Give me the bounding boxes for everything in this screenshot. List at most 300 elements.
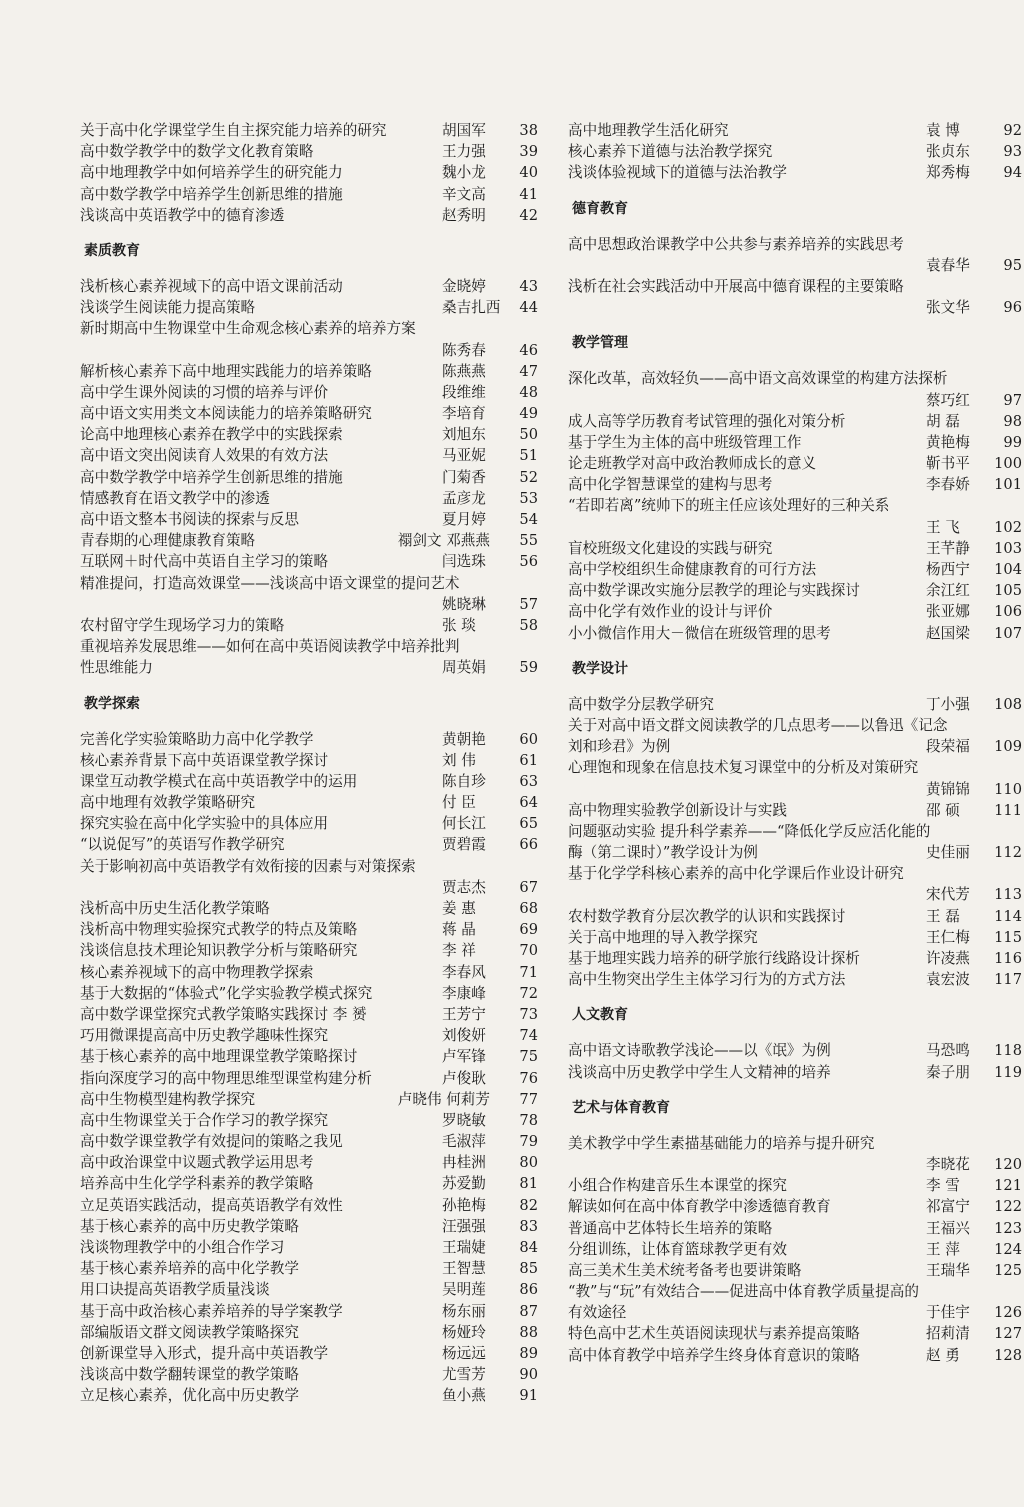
toc-entry-row	[80, 1364, 538, 1385]
toc-entry-row	[568, 601, 1022, 622]
entry-author: 刘 伟	[442, 751, 476, 769]
toc-entry-row	[568, 1218, 1022, 1239]
toc-entry-row	[80, 1216, 538, 1237]
entry-author: 马亚妮	[442, 447, 486, 465]
entry-title: 立足核心素养，优化高中历史教学	[80, 1387, 299, 1405]
toc-entry	[80, 898, 538, 919]
toc-entry	[80, 276, 538, 297]
toc-entry-row	[568, 1196, 1022, 1217]
entry-title: 基于学生为主体的高中班级管理工作	[568, 433, 802, 451]
entry-title: “以说促写”的英语写作教学研究	[80, 836, 285, 854]
toc-entry	[568, 800, 1022, 821]
toc-entry-row	[80, 445, 538, 466]
toc-entry-row	[80, 834, 538, 855]
entry-title: 美术教学中学生素描基础能力的培养与提升研究	[568, 1134, 875, 1152]
toc-entry-row	[80, 141, 538, 162]
toc-entry	[80, 424, 538, 445]
entry-page-number: 47	[519, 362, 538, 380]
entry-author: 赵 勇	[926, 1346, 960, 1364]
toc-entry	[80, 1258, 538, 1279]
entry-author: 秦子朋	[926, 1063, 970, 1081]
entry-page-number: 65	[519, 815, 538, 833]
toc-entry	[568, 1218, 1022, 1239]
entry-author: 黄艳梅	[926, 433, 970, 451]
toc-entry	[80, 1152, 538, 1173]
toc-entry	[568, 948, 1022, 969]
entry-page-number: 69	[519, 921, 538, 939]
entry-page-number: 58	[519, 616, 538, 634]
toc-entry-row	[80, 1089, 538, 1110]
entry-page-number: 53	[519, 489, 538, 507]
entry-author: 卢晓伟 何莉芳	[397, 1090, 490, 1108]
entry-page-number: 55	[519, 532, 538, 550]
toc-entry	[80, 1343, 538, 1364]
toc-entry	[80, 382, 538, 403]
toc-entry	[80, 1385, 538, 1406]
entry-title: 高三美术生美术统考备考也要讲策略	[568, 1261, 802, 1279]
entry-author: 李 雪	[926, 1177, 960, 1195]
toc-entry-row	[80, 1385, 538, 1406]
toc-left-column	[80, 120, 538, 1407]
entry-title: 完善化学实验策略助力高中化学教学	[80, 730, 314, 748]
entry-title: 立足英语实践活动，提高英语教学有效性	[80, 1196, 343, 1214]
toc-entry-row	[80, 382, 538, 403]
entry-author: 陈燕燕	[442, 362, 486, 380]
entry-page-number: 121	[994, 1177, 1022, 1195]
entry-author: 辛文高	[442, 185, 486, 203]
toc-entry	[80, 467, 538, 488]
entry-title: 浅谈高中历史教学中学生人文精神的培养	[568, 1063, 831, 1081]
entry-author: 周英娟	[442, 659, 486, 677]
entry-page-number: 102	[994, 518, 1022, 536]
entry-page-number: 95	[1003, 256, 1022, 274]
entry-author: 郑秀梅	[926, 164, 970, 182]
toc-entry	[568, 715, 1022, 757]
entry-title: 关于高中地理的导入教学探究	[568, 928, 758, 946]
entry-page-number: 123	[994, 1219, 1022, 1237]
entry-title: 高中语文整本书阅读的探索与反思	[80, 511, 299, 528]
entry-title: 高中生物突出学生主体学习行为的方式方法	[568, 971, 846, 989]
entry-title: 成人高等学历教育考试管理的强化对策分析	[568, 412, 846, 430]
entry-title: 农村留守学生现场学习力的策略	[80, 616, 285, 634]
toc-entry-row	[80, 340, 538, 361]
entry-author: 汪强强	[442, 1217, 486, 1235]
entry-author: 杨远远	[442, 1344, 486, 1362]
toc-entry	[568, 1260, 1022, 1281]
toc-entry	[568, 1133, 1022, 1175]
entry-author: 靳书平	[926, 455, 970, 473]
toc-entry-row	[80, 877, 538, 898]
entry-title: 浅谈高中英语教学中的德育渗透	[80, 206, 285, 224]
entry-author: 王仁梅	[926, 928, 970, 946]
entry-page-number: 104	[994, 561, 1022, 578]
entry-author: 门菊香	[442, 468, 486, 486]
entry-page-number: 70	[519, 942, 538, 960]
entry-author: 王力强	[442, 143, 486, 161]
toc-entry	[80, 205, 538, 226]
entry-author: 胡 磊	[926, 412, 960, 430]
toc-entry-row	[568, 757, 1022, 778]
toc-entry-row	[80, 729, 538, 750]
toc-entry	[568, 234, 1022, 276]
entry-author: 毛淑萍	[442, 1133, 486, 1151]
entry-page-number: 42	[519, 206, 538, 224]
toc-entry	[80, 551, 538, 572]
entry-page-number: 51	[519, 447, 538, 465]
toc-entry-row	[80, 792, 538, 813]
entry-page-number: 48	[519, 383, 538, 401]
toc-entry-row	[80, 856, 538, 877]
entry-title: 创新课堂导入形式，提升高中英语教学	[80, 1344, 329, 1362]
toc-entry-row	[568, 779, 1022, 800]
entry-author: 张 琰	[442, 616, 476, 634]
toc-entry	[80, 834, 538, 855]
entry-author: 张贞东	[926, 143, 970, 161]
entry-title: 高中数学课堂探究式教学策略实践探讨 李 赟	[80, 1005, 367, 1023]
toc-entry-row	[80, 750, 538, 771]
toc-entry-row	[80, 162, 538, 183]
toc-entry-row	[80, 120, 538, 141]
entry-author: 姚晓琳	[442, 595, 486, 613]
toc-entry	[80, 361, 538, 382]
entry-author: 余江红	[926, 582, 970, 600]
toc-entry	[568, 1040, 1022, 1061]
toc-entry-row	[568, 1345, 1022, 1366]
toc-entry-row	[80, 1110, 538, 1131]
toc-entry-row	[80, 1131, 538, 1152]
entry-page-number: 59	[519, 659, 538, 677]
toc-entry	[568, 453, 1022, 474]
entry-title: 高中学生课外阅读的习惯的培养与评价	[80, 383, 329, 401]
toc-entry-row	[568, 906, 1022, 927]
entry-author: 尤雪芳	[442, 1366, 486, 1384]
toc-entry	[80, 919, 538, 940]
toc-entry	[80, 1131, 538, 1152]
entry-title: 高中化学有效作业的设计与评价	[568, 603, 773, 621]
entry-title: 浅析高中物理实验探究式教学的特点及策略	[80, 921, 358, 939]
entry-title: 高中体育教学中培养学生终身体育意识的策略	[568, 1346, 860, 1364]
entry-title: 高中数学分层教学研究	[568, 695, 714, 713]
entry-title: 高中思想政治课教学中公共参与素养培养的实践思考	[568, 235, 904, 253]
entry-title: 高中物理实验教学创新设计与实践	[568, 801, 787, 819]
toc-entry-row	[80, 488, 538, 509]
entry-author: 王智慧	[442, 1260, 486, 1278]
entry-page-number: 54	[519, 511, 538, 528]
toc-entry	[80, 162, 538, 183]
toc-entry-row	[568, 1323, 1022, 1344]
entry-author: 罗晓敏	[442, 1111, 486, 1129]
toc-entry-row	[568, 411, 1022, 432]
entry-page-number: 87	[519, 1302, 538, 1320]
entry-author: 王福兴	[926, 1219, 970, 1237]
entry-title: 探究实验在高中化学实验中的具体应用	[80, 815, 329, 833]
entry-page-number: 91	[519, 1387, 538, 1405]
entry-author: 袁宏波	[926, 971, 970, 989]
entry-title: 高中数学教学中培养学生创新思维的措施	[80, 468, 343, 486]
entry-author: 刘俊妍	[442, 1027, 486, 1045]
toc-entry	[80, 1301, 538, 1322]
entry-title: 浅谈信息技术理论知识教学分析与策略研究	[80, 942, 358, 960]
entry-page-number: 113	[994, 886, 1022, 904]
entry-author: 李培育	[442, 405, 486, 423]
toc-entry	[568, 495, 1022, 537]
entry-page-number: 38	[519, 122, 538, 139]
entry-title: 新时期高中生物课堂中生命观念核心素养的培养方案	[80, 320, 416, 338]
toc-entry-row	[80, 551, 538, 572]
toc-entry	[80, 573, 538, 615]
toc-entry-row	[80, 184, 538, 205]
toc-entry	[80, 530, 538, 551]
entry-author: 桑吉扎西	[442, 299, 501, 317]
entry-page-number: 90	[519, 1366, 538, 1384]
toc-entry-row	[80, 205, 538, 226]
toc-entry	[568, 120, 1022, 141]
toc-entry-row	[80, 962, 538, 983]
toc-entry-row	[80, 813, 538, 834]
toc-entry-row	[80, 1322, 538, 1343]
toc-entry-row	[568, 234, 1022, 255]
entry-title: 核心素养视域下的高中物理教学探索	[80, 963, 314, 981]
entry-page-number: 97	[1003, 391, 1022, 409]
toc-entry	[568, 863, 1022, 905]
toc-entry	[80, 750, 538, 771]
toc-entry	[80, 488, 538, 509]
toc-entry-row	[568, 162, 1022, 183]
entry-title: 巧用微课提高高中历史教学趣味性探究	[80, 1027, 329, 1045]
entry-title: 解读如何在高中体育教学中渗透德育教育	[568, 1198, 831, 1216]
toc-entry-row	[80, 1025, 538, 1046]
toc-right-column	[568, 120, 1022, 1366]
entry-author: 祁富宁	[926, 1198, 970, 1216]
toc-entry-row	[80, 1173, 538, 1194]
entry-page-number: 73	[519, 1005, 538, 1023]
toc-entry-row	[80, 636, 538, 657]
entry-title: 高中数学教学中的数学文化教育策略	[80, 143, 314, 161]
toc-entry	[80, 636, 538, 678]
entry-title-continued: 性思维能力	[80, 659, 153, 677]
entry-page-number: 75	[519, 1048, 538, 1066]
entry-title: 精准提问，打造高效课堂——浅谈高中语文课堂的提问艺术	[80, 574, 460, 592]
entry-page-number: 124	[994, 1240, 1022, 1258]
entry-title: 浅析在社会实践活动中开展高中德育课程的主要策略	[568, 277, 904, 295]
toc-entry	[568, 1239, 1022, 1260]
entry-author: 胡国军	[442, 122, 486, 139]
entry-author: 许凌燕	[926, 950, 970, 967]
toc-entry	[80, 856, 538, 898]
toc-entry-row	[568, 255, 1022, 276]
toc-entry-row	[568, 517, 1022, 538]
entry-page-number: 105	[994, 582, 1022, 600]
entry-author: 李晓花	[926, 1155, 970, 1173]
entry-title: 高中政治课堂中议题式教学运用思考	[80, 1154, 314, 1172]
entry-author: 冉桂洲	[442, 1154, 486, 1172]
entry-page-number: 126	[994, 1304, 1022, 1322]
entry-author: 王 飞	[926, 518, 960, 536]
toc-entry-row	[568, 276, 1022, 297]
entry-page-number: 88	[519, 1323, 538, 1341]
entry-title: 特色高中艺术生英语阅读现状与素养提高策略	[568, 1325, 860, 1343]
entry-title: 小小微信作用大－微信在班级管理的思考	[568, 624, 831, 642]
entry-page-number: 86	[519, 1281, 538, 1299]
toc-entry	[80, 1046, 538, 1067]
entry-author: 黄朝艳	[442, 730, 486, 748]
entry-page-number: 117	[994, 971, 1022, 989]
toc-entry	[568, 162, 1022, 183]
toc-entry	[80, 771, 538, 792]
entry-author: 马恐鸣	[926, 1042, 970, 1060]
entry-author: 赵国梁	[926, 624, 970, 642]
entry-page-number: 89	[519, 1344, 538, 1362]
toc-entry	[568, 1175, 1022, 1196]
toc-entry-row	[80, 898, 538, 919]
entry-title: 基于高中政治核心素养培养的导学案教学	[80, 1302, 343, 1320]
toc-entry	[568, 623, 1022, 644]
toc-entry-row	[568, 927, 1022, 948]
entry-author: 李 祥	[442, 942, 476, 960]
toc-entry-row	[80, 318, 538, 339]
toc-entry-row	[568, 141, 1022, 162]
toc-entry-row	[80, 530, 538, 551]
entry-title: 高中语文实用类文本阅读能力的培养策略研究	[80, 405, 372, 423]
toc-entry-row	[80, 297, 538, 318]
toc-entry-row	[80, 1258, 538, 1279]
entry-author: 陈秀春	[442, 341, 486, 359]
toc-entry-row	[568, 800, 1022, 821]
entry-title: “若即若离”统帅下的班主任应该处理好的三种关系	[568, 497, 890, 515]
toc-entry	[568, 368, 1022, 410]
entry-author: 邵 硕	[926, 801, 960, 819]
toc-entry-row	[80, 594, 538, 615]
toc-entry-row	[568, 120, 1022, 141]
toc-entry-row	[568, 948, 1022, 969]
toc-entry-row	[80, 276, 538, 297]
toc-entry	[80, 1068, 538, 1089]
toc-entry	[80, 1110, 538, 1131]
entry-title: 关于对高中语文群文阅读教学的几点思考——以鲁迅《记念	[568, 716, 948, 734]
toc-entry	[568, 1281, 1022, 1323]
toc-entry-row	[80, 467, 538, 488]
toc-entry-row	[568, 297, 1022, 318]
toc-entry-row	[568, 453, 1022, 474]
entry-author: 吴明莲	[442, 1281, 486, 1299]
toc-entry-row	[80, 424, 538, 445]
toc-entry	[568, 432, 1022, 453]
toc-entry	[80, 813, 538, 834]
entry-title: 基于核心素养培养的高中化学教学	[80, 1260, 299, 1278]
entry-author: 何长江	[442, 815, 486, 833]
toc-entry	[80, 1364, 538, 1385]
entry-author: 闫选珠	[442, 553, 486, 571]
entry-author: 卢俊耿	[442, 1069, 486, 1087]
entry-page-number: 78	[519, 1111, 538, 1129]
toc-entry-row	[80, 1237, 538, 1258]
toc-entry	[568, 969, 1022, 990]
entry-title: 重视培养发展思维——如何在高中英语阅读教学中培养批判	[80, 638, 460, 656]
entry-title-continued: 刘和珍君》为例	[568, 738, 671, 756]
entry-author: 苏爱勤	[442, 1175, 486, 1193]
toc-entry-row	[568, 863, 1022, 884]
toc-entry-row	[568, 884, 1022, 905]
entry-author: 姜 惠	[442, 900, 476, 917]
entry-page-number: 93	[1003, 143, 1022, 161]
entry-author: 蒋 晶	[442, 921, 476, 939]
toc-entry	[80, 120, 538, 141]
entry-page-number: 57	[519, 595, 538, 613]
toc-entry	[568, 601, 1022, 622]
toc-entry-row	[80, 1195, 538, 1216]
entry-page-number: 98	[1003, 412, 1022, 430]
entry-page-number: 96	[1003, 299, 1022, 317]
entry-title: 普通高中艺体特长生培养的策略	[568, 1219, 773, 1237]
entry-author: 袁 博	[926, 122, 960, 139]
entry-title: 高中数学教学中培养学生创新思维的措施	[80, 185, 343, 203]
entry-page-number: 80	[519, 1154, 538, 1172]
entry-author: 李康峰	[442, 984, 486, 1002]
entry-author: 杨娅玲	[442, 1323, 486, 1341]
entry-author: 金晓婷	[442, 277, 486, 295]
toc-entry	[568, 276, 1022, 318]
entry-title: 培养高中生化学学科素养的教学策略	[80, 1175, 314, 1193]
entry-author: 贾志杰	[442, 878, 486, 896]
entry-author: 袁春华	[926, 256, 970, 274]
entry-author: 黄锦锦	[926, 780, 970, 798]
section-title: 艺术与体育教育	[572, 1099, 670, 1116]
entry-page-number: 127	[994, 1325, 1022, 1343]
toc-entry	[80, 729, 538, 750]
toc-entry	[568, 474, 1022, 495]
entry-author: 付 臣	[442, 794, 476, 812]
toc-entry-row	[80, 983, 538, 1004]
entry-title: 互联网＋时代高中英语自主学习的策略	[80, 553, 329, 571]
entry-author: 王芊静	[926, 539, 970, 557]
toc-entry	[80, 445, 538, 466]
toc-entry	[568, 141, 1022, 162]
toc-entry-row	[80, 403, 538, 424]
toc-entry-row	[568, 1260, 1022, 1281]
entry-title-continued: 有效途径	[568, 1304, 627, 1322]
entry-title: 基于核心素养的高中地理课堂教学策略探讨	[80, 1048, 358, 1066]
toc-entry-row	[568, 1281, 1022, 1302]
entry-page-number: 50	[519, 426, 538, 444]
entry-title: 浅谈高中数学翻转课堂的教学策略	[80, 1366, 299, 1384]
toc-entry	[568, 411, 1022, 432]
entry-author: 孙艳梅	[442, 1196, 486, 1214]
entry-page-number: 46	[519, 341, 538, 359]
toc-entry	[568, 757, 1022, 799]
entry-page-number: 39	[519, 143, 538, 161]
toc-entry-row	[80, 771, 538, 792]
entry-author: 张亚娜	[926, 603, 970, 621]
toc-entry-row	[80, 1152, 538, 1173]
entry-page-number: 111	[994, 801, 1022, 819]
entry-author: 王芳宁	[442, 1005, 486, 1023]
entry-title: 高中地理教学生活化研究	[568, 122, 729, 139]
toc-entry-row	[80, 1279, 538, 1300]
entry-author: 卢军锋	[442, 1048, 486, 1066]
toc-entry-row	[568, 1062, 1022, 1083]
toc-entry-row	[80, 615, 538, 636]
entry-title: 用口诀提高英语教学质量浅谈	[80, 1281, 270, 1299]
entry-author: 魏小龙	[442, 164, 486, 182]
entry-title: 关于影响初高中英语教学有效衔接的因素与对策探索	[80, 857, 416, 875]
entry-page-number: 64	[519, 794, 538, 812]
entry-author: 鱼小燕	[442, 1387, 486, 1405]
entry-page-number: 118	[994, 1042, 1022, 1060]
entry-author: 王 磊	[926, 907, 960, 925]
toc-entry	[568, 1062, 1022, 1083]
entry-author: 王瑞华	[926, 1261, 970, 1279]
entry-title: 高中化学智慧课堂的建构与思考	[568, 476, 773, 494]
